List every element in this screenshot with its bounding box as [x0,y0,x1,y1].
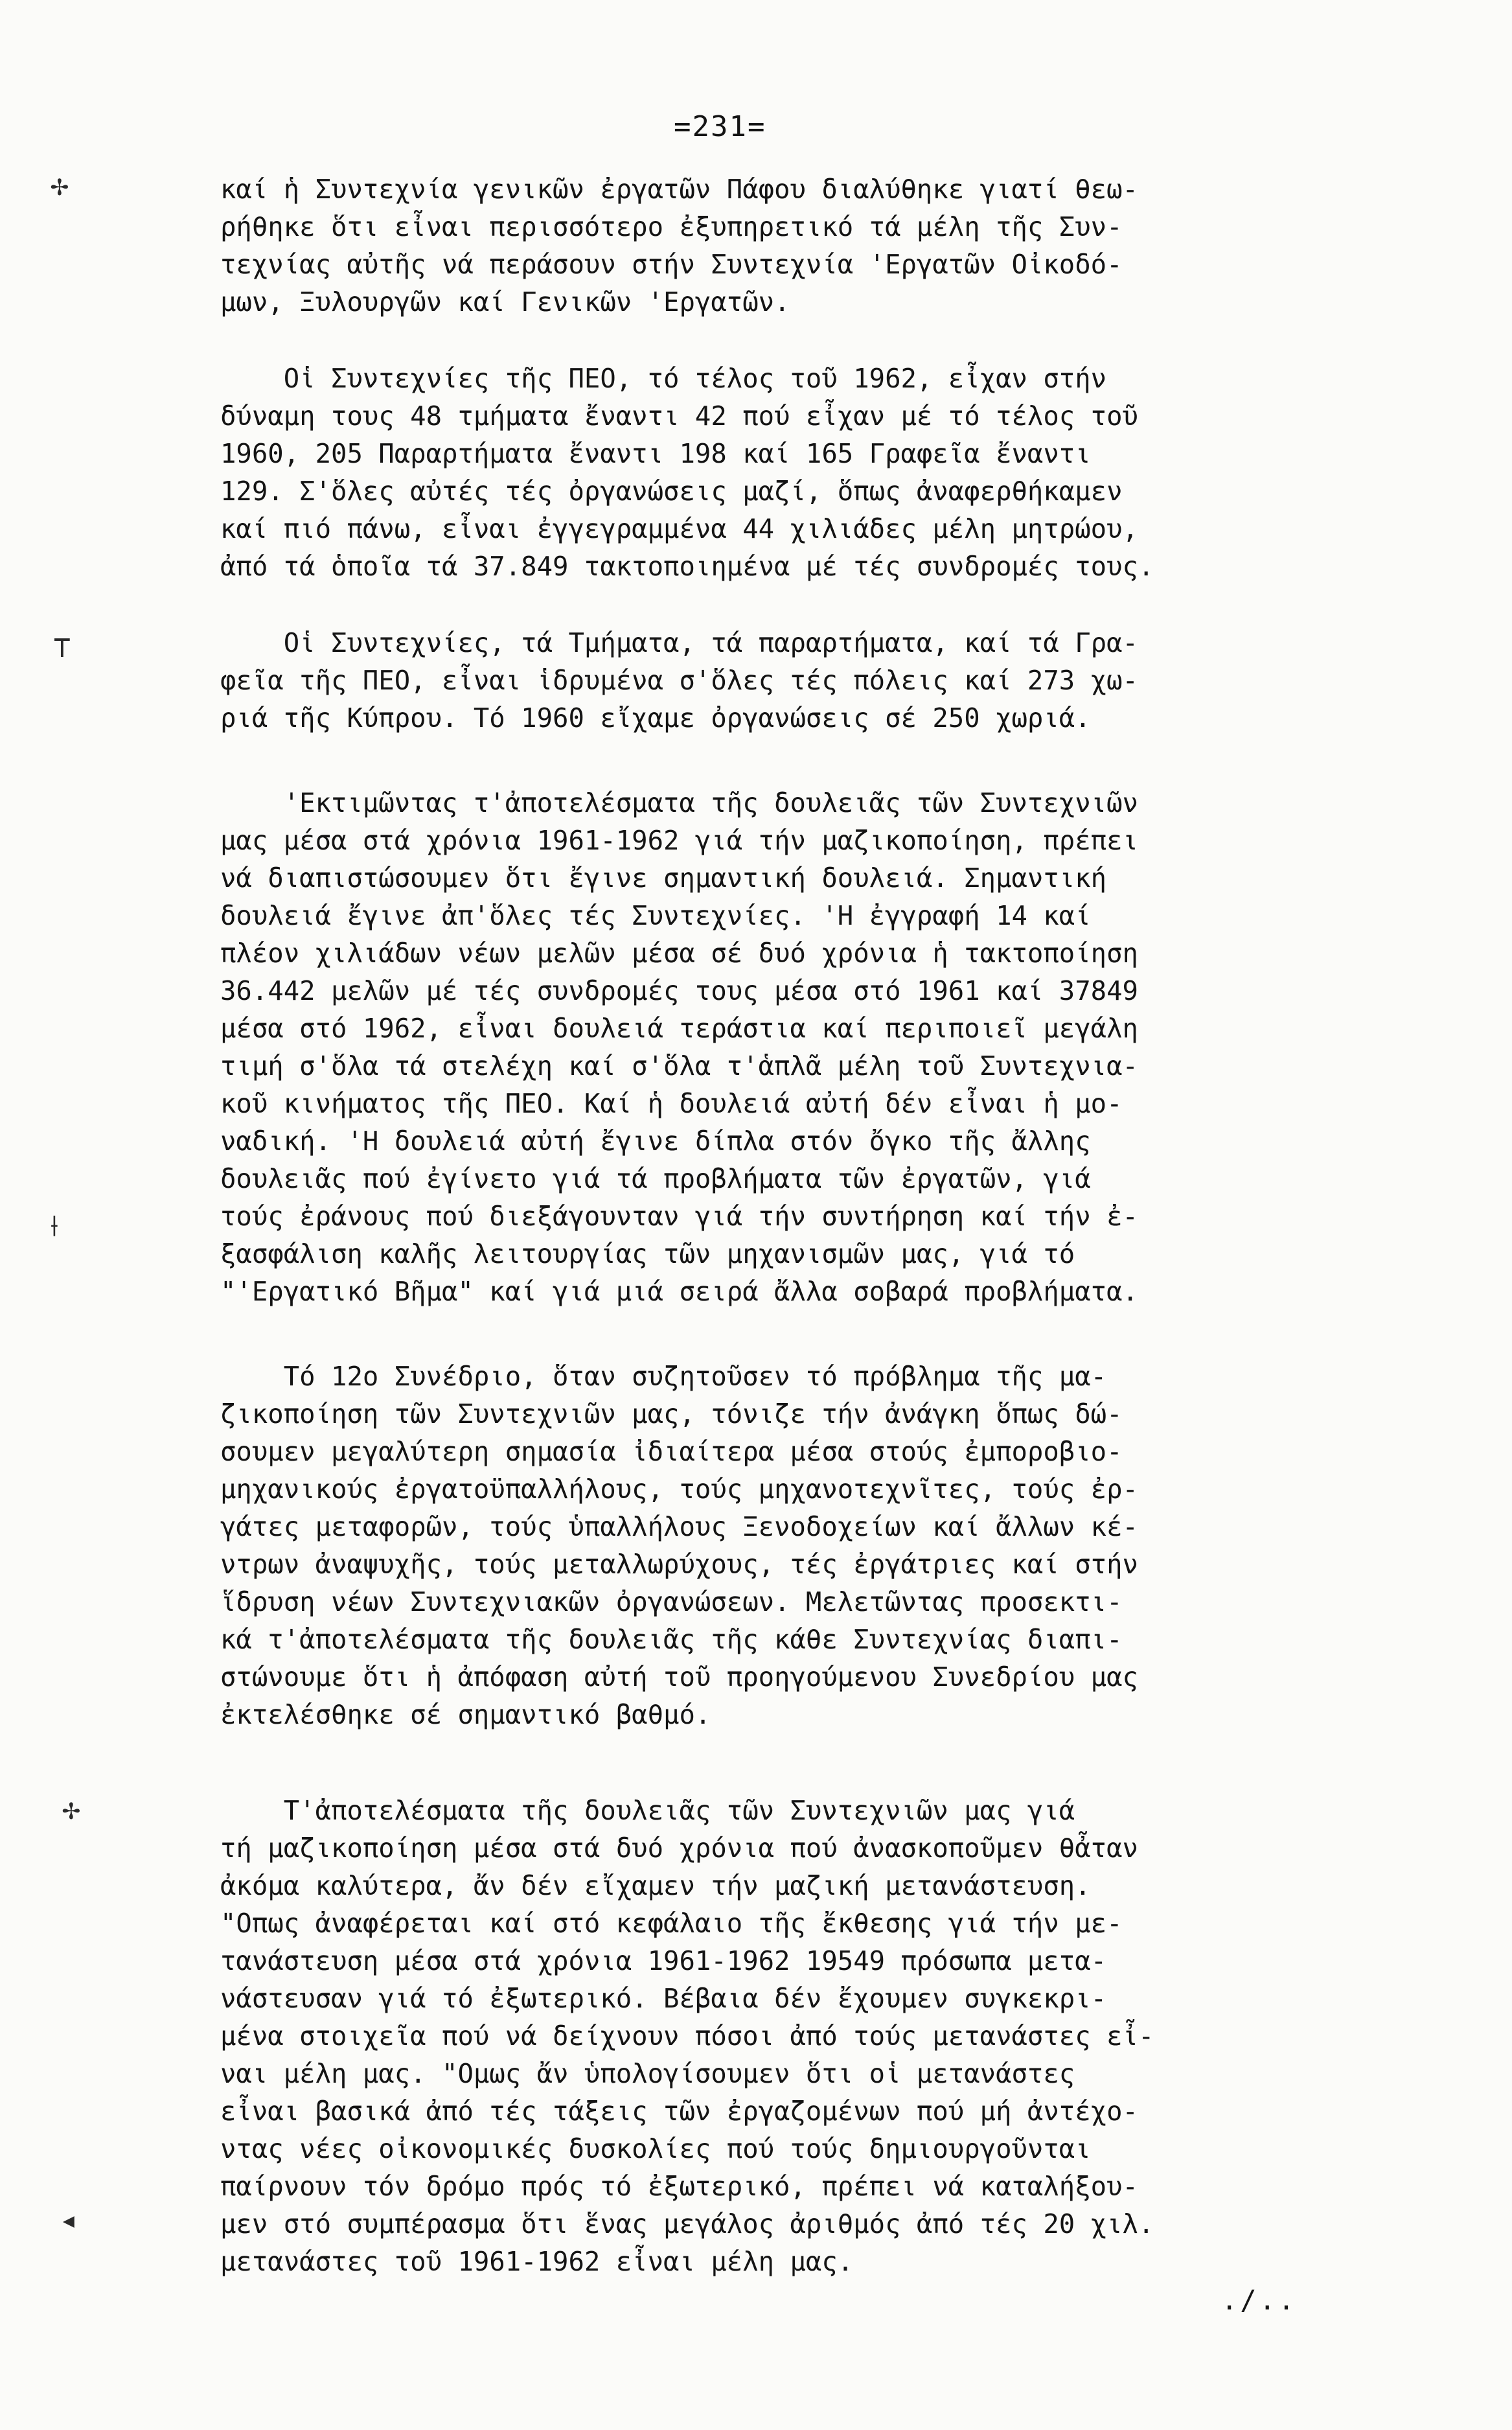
text-line: τανάστευση μέσα στά χρόνια 1961-1962 19549 πρόσωπα μετα- [220,1945,1107,1976]
text-line: 'Εκτιμῶντας τ'ἀποτελέσματα τῆς δουλειᾶς τῶν Συντεχνιῶν [220,787,1138,818]
paragraph-6 [220,1792,1154,2280]
text-line: πλέον χιλιάδων νέων μελῶν μέσα σέ δυό χρόνια ἡ τακτοποίηση [220,938,1138,969]
text-line: καί ἡ Συντεχνία γενικῶν ἐργατῶν Πάφου διαλύθηκε γιατί θεω- [220,174,1138,205]
paragraph-1 [220,170,1138,321]
pen-mark-icon: ⟊ [51,1208,58,1243]
text-line: κά τ'ἀποτελέσματα τῆς δουλειᾶς τῆς κάθε Συντεχνίας διαπι- [220,1624,1123,1655]
text-line: μεν στό συμπέρασμα ὅτι ἕνας μεγάλος ἀριθμός ἀπό τές 20 χιλ. [220,2208,1154,2239]
text-line: ἀπό τά ὁποῖα τά 37.849 τακτοποιημένα μέ τές συνδρομές τους. [220,551,1154,582]
text-line: μέσα στό 1962, εἶναι δουλειά τεράστια καί περιποιεῖ μεγάλη [220,1013,1138,1044]
text-line: Τό 12ο Συνέδριο, ὅταν συζητοῦσεν τό πρόβλημα τῆς μα- [220,1361,1107,1392]
text-line: ζικοποίηση τῶν Συντεχνιῶν μας, τόνιζε τήν ἀνάγκη ὅπως δώ- [220,1398,1123,1429]
text-line: κοῦ κινήματος τῆς ΠΕΟ. Καί ἡ δουλειά αὐτή δέν εἶναι ἡ μο- [220,1088,1123,1119]
paragraph-2 [220,360,1154,585]
text-line: ριά τῆς Κύπρου. Τό 1960 εἴχαμε ὀργανώσεις σέ 250 χωριά. [220,702,1091,734]
text-line: νά διαπιστώσουμεν ὅτι ἔγινε σημαντική δουλειά. Σημαντική [220,862,1107,894]
text-line: ναδική. 'Η δουλειά αὐτή ἔγινε δίπλα στόν ὄγκο τῆς ἄλλης [220,1126,1091,1157]
text-line: 1960, 205 Παραρτήματα ἔναντι 198 καί 165 Γραφεῖα ἔναντι [220,438,1091,469]
text-line: νάστευσαν γιά τό ἐξωτερικό. Βέβαια δέν ἔχουμεν συγκεκρι- [220,1983,1107,2014]
text-line: μένα στοιχεῖα πού νά δείχνουν πόσοι ἀπό τούς μετανάστες εἶ- [220,2020,1154,2052]
pen-mark-icon: ◂ [60,2202,78,2237]
text-line: τή μαζικοποίηση μέσα στά δυό χρόνια πού ἀνασκοποῦμεν θἆταν [220,1833,1138,1864]
text-line: Οἱ Συντεχνίες, τά Τμήματα, τά παραρτήματα, καί τά Γρα- [220,627,1138,658]
text-line: "Οπως ἀναφέρεται καί στό κεφάλαιο τῆς ἔκθεσης γιά τήν με- [220,1908,1123,1939]
text-line: εἶναι βασικά ἀπό τές τάξεις τῶν ἐργαζομένων πού μή ἀντέχο- [220,2096,1138,2127]
text-line: 129. Σ'ὅλες αὐτές τές ὀργανώσεις μαζί, ὅπως ἀναφερθήκαμεν [220,476,1123,507]
text-line: παίρνουν τόν δρόμο πρός τό ἐξωτερικό, πρέπει νά καταλήξου- [220,2171,1138,2202]
text-line: 36.442 μελῶν μέ τές συνδρομές τους μέσα στό 1961 καί 37849 [220,975,1138,1006]
text-line: μετανάστες τοῦ 1961-1962 εἶναι μέλη μας. [220,2246,854,2277]
text-line: ἀκόμα καλύτερα, ἄν δέν εἴχαμεν τήν μαζική μετανάστευση. [220,1870,1091,1901]
paragraph-3 [220,624,1138,737]
text-line: ντας νέες οἰκονομικές δυσκολίες πού τούς δημιουργοῦνται [220,2133,1091,2164]
page-number: =231= [674,110,766,143]
text-line: ρήθηκε ὅτι εἶναι περισσότερο ἐξυπηρετικό τά μέλη τῆς Συν- [220,211,1123,242]
text-line: σουμεν μεγαλύτερη σημασία ἰδιαίτερα μέσα στούς ἐμποροβιο- [220,1436,1123,1467]
text-line: μηχανικούς ἐργατοϋπαλλήλους, τούς μηχανοτεχνῖτες, τούς ἐρ- [220,1474,1138,1505]
text-line: ἵδρυση νέων Συντεχνιακῶν ὀργανώσεων. Μελετῶντας προσεκτι- [220,1586,1123,1617]
paragraph-4 [220,784,1138,1310]
text-line: δουλειᾶς πού ἐγίνετο γιά τά προβλήματα τῶν ἐργατῶν, γιά [220,1163,1091,1194]
text-line: ντρων ἀναψυχῆς, τούς μεταλλωρύχους, τές ἐργάτριες καί στήν [220,1549,1138,1580]
text-line: τεχνίας αὐτῆς νά περάσουν στήν Συντεχνία 'Εργατῶν Οἰκοδό- [220,249,1123,280]
text-line: Οἱ Συντεχνίες τῆς ΠΕΟ, τό τέλος τοῦ 1962, εἶχαν στήν [220,363,1107,394]
text-line: Τ'ἀποτελέσματα τῆς δουλειᾶς τῶν Συντεχνιῶν μας γιά [220,1795,1075,1826]
continuation-mark: ./.. [1221,2284,1298,2316]
text-line: τιμή σ'ὅλα τά στελέχη καί σ'ὅλα τ'ἁπλᾶ μέλη τοῦ Συντεχνια- [220,1050,1138,1082]
paragraph-5 [220,1358,1138,1733]
pen-mark-icon: ⊤ [53,629,71,664]
pen-mark-icon: ✢ [62,1791,80,1826]
text-line: μας μέσα στά χρόνια 1961-1962 γιά τήν μαζικοποίηση, πρέπει [220,825,1138,856]
text-line: ξασφάλιση καλῆς λειτουργίας τῶν μηχανισμῶν μας, γιά τό [220,1238,1075,1269]
text-line: "'Εργατικό Βῆμα" καί γιά μιά σειρά ἄλλα σοβαρά προβλήματα. [220,1276,1138,1307]
text-line: ἐκτελέσθηκε σέ σημαντικό βαθμό. [220,1699,711,1730]
pen-mark-icon: ✢ [51,167,69,202]
text-line: γάτες μεταφορῶν, τούς ὑπαλλήλους Ξενοδοχείων καί ἄλλων κέ- [220,1511,1138,1542]
text-line: μων, Ξυλουργῶν καί Γενικῶν 'Εργατῶν. [220,286,790,318]
text-line: δουλειά ἔγινε ἀπ'ὅλες τές Συντεχνίες. 'Η ἐγγραφή 14 καί [220,900,1091,931]
text-line: τούς ἐράνους πού διεξάγουνταν γιά τήν συντήρηση καί τήν ἐ- [220,1201,1138,1232]
text-line: στώνουμε ὅτι ἡ ἀπόφαση αὐτή τοῦ προηγούμενου Συνεδρίου μας [220,1661,1138,1693]
text-line: καί πιό πάνω, εἶναι ἐγγεγραμμένα 44 χιλιάδες μέλη μητρώου, [220,513,1138,544]
text-line: δύναμη τους 48 τμήματα ἔναντι 42 πού εἶχαν μέ τό τέλος τοῦ [220,400,1138,432]
text-line: ναι μέλη μας. "Ομως ἄν ὑπολογίσουμεν ὅτι οἱ μετανάστες [220,2058,1075,2089]
text-line: φεῖα τῆς ΠΕΟ, εἶναι ἱδρυμένα σ'ὅλες τές πόλεις καί 273 χω- [220,665,1138,696]
